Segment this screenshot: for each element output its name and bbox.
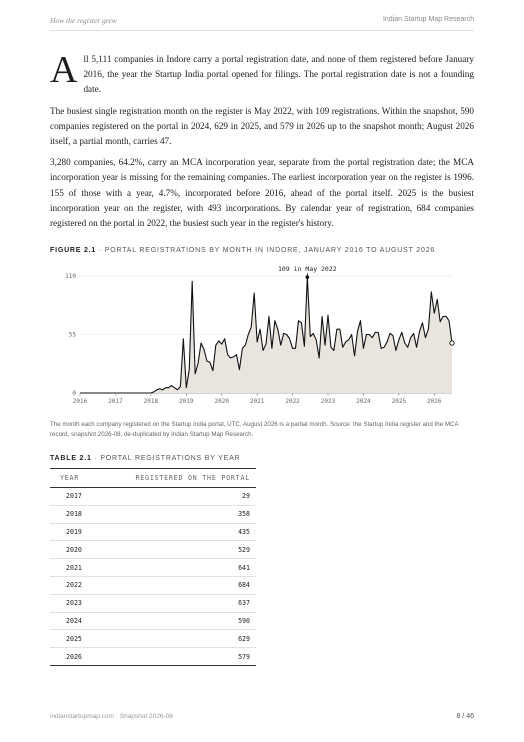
x-tick-label: 2016 xyxy=(72,398,88,405)
table-cell-year: 2020 xyxy=(50,541,94,559)
table-cell-year: 2021 xyxy=(50,559,94,577)
table-cell-registered: 579 xyxy=(94,648,256,666)
table-row xyxy=(50,488,256,506)
paragraph-1-text: ll 5,111 companies in Indore carry a portal registration date, and none of them registered before January 2016, the year the Startup India portal opened for filings. The portal registration date is not a founding date. xyxy=(83,54,474,95)
page-footer xyxy=(50,713,474,720)
body-text xyxy=(50,49,474,237)
table-cell-registered: 358 xyxy=(94,505,256,523)
footer-source: indianstartupmap.com · Snapshot 2026-08 xyxy=(50,713,173,720)
y-tick-label: 55 xyxy=(68,331,76,339)
table-cell-year: 2024 xyxy=(50,612,94,630)
table-cell-year: 2017 xyxy=(50,488,94,506)
x-tick-label: 2019 xyxy=(179,398,194,405)
y-tick-label: 110 xyxy=(65,273,76,280)
figure-caption: The month each company registered on the Startup India portal, UTC. August 2026 is a partial month. Source: the Startup India register and the MCA record, snapshot 2026-08, de-duplicated by Indian Startup Map Research. xyxy=(50,421,459,438)
last-point-marker xyxy=(450,341,454,345)
table-label: TABLE 2.1 xyxy=(50,455,92,462)
figure-label: FIGURE 2.1 xyxy=(50,247,97,254)
peak-point-marker xyxy=(306,275,310,279)
y-tick-label: 0 xyxy=(72,390,76,397)
section-title: How the register grew xyxy=(50,16,117,25)
x-tick-label: 2020 xyxy=(214,398,229,405)
x-tick-label: 2024 xyxy=(356,398,371,405)
publication-name: Indian Startup Map Research xyxy=(382,16,474,23)
table-cell-registered: 637 xyxy=(94,594,256,612)
table-cell-registered: 435 xyxy=(94,523,256,541)
registrations-table xyxy=(50,468,256,666)
column-header-year: YEAR xyxy=(50,469,94,488)
figure-title-text: PORTAL REGISTRATIONS BY MONTH IN INDORE, JANUARY 2016 TO AUGUST 2026 xyxy=(104,247,436,254)
table-row xyxy=(50,612,256,630)
x-tick-label: 2021 xyxy=(249,398,265,405)
figure-title: FIGURE 2.1 · PORTAL REGISTRATIONS BY MONTH IN INDORE, JANUARY 2016 TO AUGUST 2026 xyxy=(50,247,436,254)
x-tick-label: 2022 xyxy=(285,398,300,405)
table-row xyxy=(50,559,256,577)
table-cell-registered: 529 xyxy=(94,541,256,559)
running-header xyxy=(50,16,474,30)
paragraph-2: The busiest single registration month on the register is May 2022, with 109 registrations. Within the snapshot, 590 companies registered on the portal in 2024, 629 in 2025, and 579 in 2026 up to the snapshot month; August 2026 itself, a partial month, carries 47. xyxy=(50,105,474,147)
table-row xyxy=(50,576,256,594)
table-cell-year: 2023 xyxy=(50,594,94,612)
table-cell-registered: 29 xyxy=(94,488,256,506)
chart-annotation xyxy=(278,265,337,279)
x-tick-label: 2017 xyxy=(108,398,123,405)
column-header-registered: REGISTERED ON THE PORTAL xyxy=(94,469,256,488)
table-cell-year: 2018 xyxy=(50,505,94,523)
table-cell-year: 2019 xyxy=(50,523,94,541)
x-tick-label: 2026 xyxy=(427,398,442,405)
x-tick-label: 2018 xyxy=(143,398,159,405)
table-row xyxy=(50,594,256,612)
table-cell-registered: 629 xyxy=(94,630,256,648)
table-cell-registered: 641 xyxy=(94,559,256,577)
page-number: 8 / 46 xyxy=(456,713,474,720)
header-divider xyxy=(50,30,474,31)
table-cell-registered: 590 xyxy=(94,612,256,630)
table-row xyxy=(50,630,256,648)
table-title: TABLE 2.1 · PORTAL REGISTRATIONS BY YEAR xyxy=(50,455,241,462)
table-header-row xyxy=(50,469,256,488)
table-cell-year: 2022 xyxy=(50,576,94,594)
registrations-chart xyxy=(50,262,474,412)
peak-annotation-label: 109 in May 2022 xyxy=(277,265,337,274)
paragraph-3: 3,280 companies, 64.2%, carry an MCA incorporation year, separate from the portal registration date; the MCA incorporation year is missing for the remaining companies. The earliest incorporation year on the register is 1996. 155 of those with a year, 4.7%, incorporated before 2016, ahead of the portal itself. 2025 is the busiest incorporation year on the register, with 493 incorporations. By calendar year of registration, 684 companies registered on the portal in 2022, the busiest such year in the register's history. xyxy=(50,157,474,229)
drop-cap: A xyxy=(50,49,78,91)
table-cell-year: 2026 xyxy=(50,648,94,666)
chart-area xyxy=(80,277,454,393)
table-row xyxy=(50,523,256,541)
x-tick-label: 2023 xyxy=(320,398,336,405)
series-area-fill xyxy=(80,277,452,393)
table-row xyxy=(50,648,256,666)
table-cell-year: 2025 xyxy=(50,630,94,648)
paragraph-1 xyxy=(50,49,474,98)
table-title-text: PORTAL REGISTRATIONS BY YEAR xyxy=(100,455,241,462)
table-row xyxy=(50,541,256,559)
x-tick-label: 2025 xyxy=(391,398,407,405)
table-cell-registered: 684 xyxy=(94,576,256,594)
table-row xyxy=(50,505,256,523)
